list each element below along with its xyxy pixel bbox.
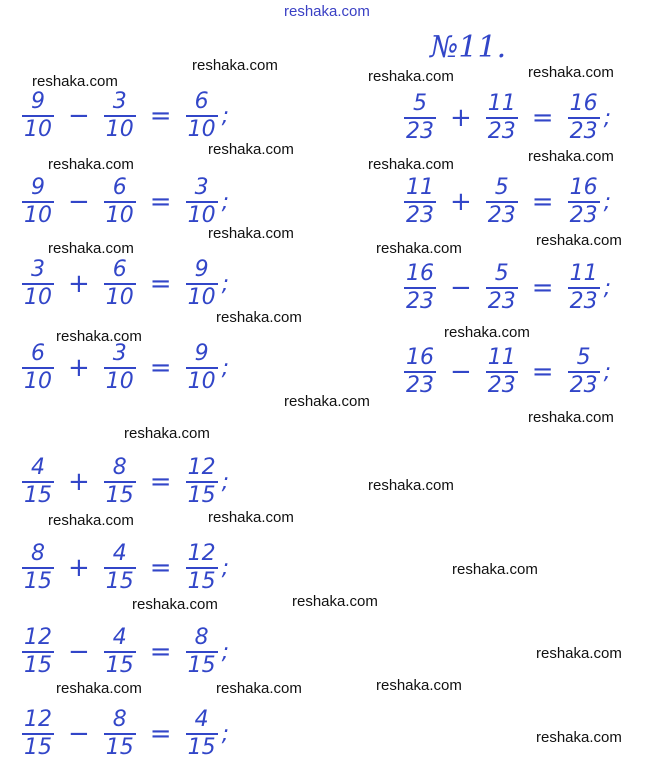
first-fraction bbox=[404, 176, 436, 228]
first-fraction bbox=[404, 262, 436, 314]
equals-sign: = bbox=[531, 187, 554, 217]
first-fraction bbox=[22, 342, 54, 394]
denominator: 10 bbox=[24, 369, 52, 394]
numerator: 9 bbox=[194, 341, 209, 366]
operator: − bbox=[68, 637, 90, 667]
denominator: 23 bbox=[406, 119, 434, 144]
watermark: reshaka.com bbox=[216, 309, 302, 326]
second-fraction bbox=[104, 90, 136, 142]
operator: + bbox=[68, 553, 90, 583]
operator: + bbox=[450, 103, 472, 133]
denominator: 15 bbox=[24, 569, 52, 594]
result-fraction bbox=[186, 708, 218, 760]
watermark: reshaka.com bbox=[48, 156, 134, 173]
numerator: 3 bbox=[194, 175, 209, 200]
numerator: 11 bbox=[487, 345, 516, 370]
numerator: 16 bbox=[406, 261, 434, 286]
numerator: 8 bbox=[194, 625, 209, 650]
numerator: 8 bbox=[31, 541, 45, 566]
result-fraction bbox=[568, 262, 600, 314]
denominator: 10 bbox=[187, 369, 216, 394]
equals-sign: = bbox=[149, 553, 172, 583]
denominator: 15 bbox=[105, 483, 134, 508]
watermark: reshaka.com bbox=[216, 680, 302, 697]
equation bbox=[22, 542, 229, 594]
second-fraction bbox=[104, 176, 136, 228]
operator: − bbox=[450, 273, 472, 303]
denominator: 10 bbox=[105, 203, 134, 228]
numerator: 12 bbox=[24, 625, 52, 650]
numerator: 4 bbox=[31, 455, 45, 480]
numerator: 11 bbox=[406, 175, 434, 200]
denominator: 10 bbox=[187, 285, 216, 310]
watermark: reshaka.com bbox=[536, 729, 622, 746]
denominator: 23 bbox=[487, 289, 516, 314]
denominator: 15 bbox=[187, 735, 216, 760]
equals-sign: = bbox=[149, 269, 172, 299]
first-fraction bbox=[404, 346, 436, 398]
denominator: 15 bbox=[187, 569, 216, 594]
denominator: 23 bbox=[487, 373, 516, 398]
denominator: 15 bbox=[187, 483, 216, 508]
result-fraction bbox=[186, 626, 218, 678]
equation bbox=[22, 176, 229, 228]
denominator: 10 bbox=[105, 369, 134, 394]
watermark: reshaka.com bbox=[528, 148, 614, 165]
denominator: 15 bbox=[24, 735, 52, 760]
result-fraction bbox=[186, 342, 218, 394]
result-fraction bbox=[186, 258, 218, 310]
separator: ; bbox=[221, 189, 230, 215]
operator: + bbox=[68, 269, 90, 299]
watermark: reshaka.com bbox=[32, 73, 118, 90]
second-fraction bbox=[486, 262, 518, 314]
operator: + bbox=[68, 467, 90, 497]
equation bbox=[404, 176, 611, 228]
separator: ; bbox=[221, 721, 230, 747]
watermark: reshaka.com bbox=[452, 561, 538, 578]
equals-sign: = bbox=[149, 467, 172, 497]
denominator: 15 bbox=[105, 653, 134, 678]
equation bbox=[22, 626, 229, 678]
numerator: 6 bbox=[112, 257, 127, 282]
second-fraction bbox=[104, 342, 136, 394]
result-fraction bbox=[186, 90, 218, 142]
result-fraction bbox=[186, 456, 218, 508]
first-fraction bbox=[22, 456, 54, 508]
denominator: 15 bbox=[105, 735, 134, 760]
separator: ; bbox=[221, 355, 230, 381]
first-fraction bbox=[22, 258, 54, 310]
watermark: reshaka.com bbox=[48, 240, 134, 257]
watermark: reshaka.com bbox=[528, 64, 614, 81]
equation bbox=[22, 456, 229, 508]
watermark: reshaka.com bbox=[368, 68, 454, 85]
numerator: 11 bbox=[487, 91, 516, 116]
numerator: 9 bbox=[31, 175, 45, 200]
separator: ; bbox=[221, 103, 230, 129]
operator: + bbox=[450, 187, 472, 217]
watermark: reshaka.com bbox=[132, 596, 218, 613]
denominator: 10 bbox=[24, 285, 52, 310]
equals-sign: = bbox=[531, 273, 554, 303]
separator: ; bbox=[221, 469, 230, 495]
separator: ; bbox=[603, 189, 612, 215]
second-fraction bbox=[104, 542, 136, 594]
denominator: 23 bbox=[406, 203, 434, 228]
denominator: 23 bbox=[569, 203, 598, 228]
first-fraction bbox=[22, 626, 54, 678]
watermark: reshaka.com bbox=[376, 677, 462, 694]
first-fraction bbox=[22, 90, 54, 142]
separator: ; bbox=[603, 105, 612, 131]
equation bbox=[22, 90, 229, 142]
denominator: 23 bbox=[487, 203, 516, 228]
separator: ; bbox=[603, 359, 612, 385]
watermark: reshaka.com bbox=[208, 225, 294, 242]
equals-sign: = bbox=[531, 103, 554, 133]
numerator: 4 bbox=[194, 707, 209, 732]
second-fraction bbox=[104, 708, 136, 760]
second-fraction bbox=[104, 456, 136, 508]
second-fraction bbox=[486, 176, 518, 228]
denominator: 10 bbox=[105, 285, 134, 310]
numerator: 8 bbox=[112, 707, 127, 732]
numerator: 3 bbox=[112, 89, 127, 114]
denominator: 23 bbox=[406, 373, 434, 398]
denominator: 23 bbox=[406, 289, 434, 314]
equals-sign: = bbox=[149, 637, 172, 667]
numerator: 9 bbox=[194, 257, 209, 282]
numerator: 5 bbox=[494, 261, 509, 286]
task-number: №11. bbox=[430, 30, 507, 65]
operator: + bbox=[68, 353, 90, 383]
denominator: 23 bbox=[569, 373, 598, 398]
denominator: 10 bbox=[105, 117, 134, 142]
operator: − bbox=[450, 357, 472, 387]
denominator: 23 bbox=[569, 119, 598, 144]
first-fraction bbox=[22, 542, 54, 594]
watermark: reshaka.com bbox=[368, 477, 454, 494]
result-fraction bbox=[568, 176, 600, 228]
numerator: 12 bbox=[187, 455, 216, 480]
watermark: reshaka.com bbox=[536, 232, 622, 249]
operator: − bbox=[68, 101, 90, 131]
equals-sign: = bbox=[149, 187, 172, 217]
equation bbox=[404, 346, 611, 398]
numerator: 16 bbox=[569, 175, 598, 200]
denominator: 10 bbox=[187, 117, 216, 142]
watermark: reshaka.com bbox=[124, 425, 210, 442]
numerator: 5 bbox=[494, 175, 509, 200]
denominator: 23 bbox=[569, 289, 598, 314]
equation bbox=[404, 92, 611, 144]
separator: ; bbox=[221, 639, 230, 665]
watermark: reshaka.com bbox=[56, 680, 142, 697]
denominator: 10 bbox=[24, 203, 52, 228]
numerator: 6 bbox=[31, 341, 45, 366]
denominator: 10 bbox=[187, 203, 216, 228]
numerator: 8 bbox=[112, 455, 127, 480]
numerator: 16 bbox=[406, 345, 434, 370]
numerator: 16 bbox=[569, 91, 598, 116]
watermark: reshaka.com bbox=[528, 409, 614, 426]
numerator: 5 bbox=[576, 345, 591, 370]
separator: ; bbox=[603, 275, 612, 301]
second-fraction bbox=[104, 626, 136, 678]
equation bbox=[22, 258, 229, 310]
equals-sign: = bbox=[531, 357, 554, 387]
denominator: 23 bbox=[487, 119, 516, 144]
result-fraction bbox=[568, 346, 600, 398]
separator: ; bbox=[221, 555, 230, 581]
watermark: reshaka.com bbox=[208, 141, 294, 158]
numerator: 11 bbox=[569, 261, 598, 286]
equation bbox=[22, 708, 229, 760]
result-fraction bbox=[568, 92, 600, 144]
numerator: 12 bbox=[24, 707, 52, 732]
numerator: 5 bbox=[413, 91, 427, 116]
operator: − bbox=[68, 719, 90, 749]
watermark: reshaka.com bbox=[444, 324, 530, 341]
denominator: 15 bbox=[105, 569, 134, 594]
watermark: reshaka.com bbox=[368, 156, 454, 173]
numerator: 4 bbox=[112, 625, 127, 650]
watermark: reshaka.com bbox=[536, 645, 622, 662]
numerator: 6 bbox=[112, 175, 127, 200]
equals-sign: = bbox=[149, 101, 172, 131]
equals-sign: = bbox=[149, 719, 172, 749]
numerator: 6 bbox=[194, 89, 209, 114]
result-fraction bbox=[186, 176, 218, 228]
equation bbox=[404, 262, 611, 314]
watermark-top: reshaka.com bbox=[284, 3, 370, 20]
numerator: 9 bbox=[31, 89, 45, 114]
watermark: reshaka.com bbox=[292, 593, 378, 610]
watermark: reshaka.com bbox=[208, 509, 294, 526]
equals-sign: = bbox=[149, 353, 172, 383]
separator: ; bbox=[221, 271, 230, 297]
equation bbox=[22, 342, 229, 394]
operator: − bbox=[68, 187, 90, 217]
second-fraction bbox=[104, 258, 136, 310]
watermark: reshaka.com bbox=[192, 57, 278, 74]
result-fraction bbox=[186, 542, 218, 594]
numerator: 4 bbox=[112, 541, 127, 566]
denominator: 15 bbox=[24, 483, 52, 508]
first-fraction bbox=[22, 176, 54, 228]
first-fraction bbox=[22, 708, 54, 760]
numerator: 3 bbox=[31, 257, 45, 282]
watermark: reshaka.com bbox=[376, 240, 462, 257]
denominator: 15 bbox=[187, 653, 216, 678]
watermark: reshaka.com bbox=[48, 512, 134, 529]
numerator: 3 bbox=[112, 341, 127, 366]
watermark: reshaka.com bbox=[284, 393, 370, 410]
denominator: 15 bbox=[24, 653, 52, 678]
denominator: 10 bbox=[24, 117, 52, 142]
second-fraction bbox=[486, 92, 518, 144]
watermark: reshaka.com bbox=[56, 328, 142, 345]
first-fraction bbox=[404, 92, 436, 144]
second-fraction bbox=[486, 346, 518, 398]
numerator: 12 bbox=[187, 541, 216, 566]
